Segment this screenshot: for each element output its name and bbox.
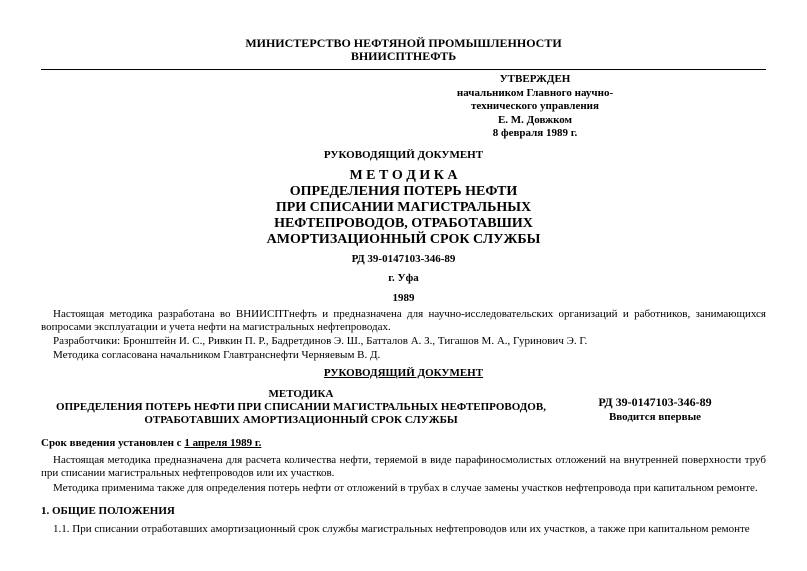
cover-doc-type: РУКОВОДЯЩИЙ ДОКУМЕНТ — [323, 149, 484, 161]
doc-code: РД 39-0147103-346-89 — [598, 395, 712, 409]
cover-title-line-2: ПРИ СПИСАНИИ МАГИСТРАЛЬНЫХ — [275, 200, 532, 215]
approver-name: Е. М. Довжком — [497, 113, 573, 126]
first-introduced-note: Вводится впервые — [608, 411, 702, 423]
approval-block — [420, 73, 650, 141]
ministry-header — [0, 37, 807, 63]
intro-paragraph-1: Настоящая методика разработана во ВНИИСПТнефть и предназначена для научно-исследовательских организаций и работников, занимающихся вопросами эксплуатации и учета нефти на магистральных нефтепроводах. — [41, 308, 766, 333]
cover-title-line-4: АМОРТИЗАЦИОННЫЙ СРОК СЛУЖБЫ — [266, 232, 541, 247]
method-title-line-2: ОПРЕДЕЛЕНИЯ ПОТЕРЬ НЕФТИ ПРИ СПИСАНИИ МАГИСТРАЛЬНЫХ НЕФТЕПРОВОДОВ, — [56, 401, 546, 413]
effective-date-label: Срок введения установлен с — [41, 437, 182, 449]
purpose-paragraph: Настоящая методика предназначена для расчета количества нефти, теряемой в виде парафиносмолистых отложений на внутренней поверхности труб при списании магистральных нефтепроводов или их участков. — [41, 454, 766, 479]
cover-doc-code: РД 39-0147103-346-89 — [351, 253, 456, 265]
doc-type-heading: РУКОВОДЯЩИЙ ДОКУМЕНТ — [323, 367, 484, 379]
ministry-name: МИНИСТЕРСТВО НЕФТЯНОЙ ПРОМЫШЛЕННОСТИ — [245, 36, 562, 50]
approval-by-line-1: начальником Главного научно- — [456, 86, 614, 99]
intro-agreement: Методика согласована начальником Главтранснефти Черняевым В. Д. — [53, 349, 381, 361]
method-title-line-3: ОТРАБОТАВШИХ АМОРТИЗАЦИОННЫЙ СРОК СЛУЖБЫ — [144, 414, 458, 426]
cover-title-line-3: НЕФТЕПРОВОДОВ, ОТРАБОТАВШИХ — [274, 216, 533, 231]
cover-title-line-1: ОПРЕДЕЛЕНИЯ ПОТЕРЬ НЕФТИ — [289, 184, 518, 199]
cover-city: г. Уфа — [388, 272, 419, 284]
cover-title-word: М Е Т О Д И К А — [349, 168, 458, 183]
header-divider — [41, 69, 766, 70]
approval-date: 8 февраля 1989 г. — [492, 127, 578, 139]
effective-date-line — [41, 437, 261, 449]
method-title-line-1: МЕТОДИКА — [268, 388, 334, 400]
cover-title — [0, 168, 807, 248]
method-title — [41, 388, 561, 427]
clause-1-1: 1.1. При списании отработавших амортизационный срок службы магистральных нефтепроводов или их участков, а также при капитальном ремонте — [53, 523, 750, 535]
intro-developers: Разработчики: Бронштейн И. С., Ривкин П. Р., Бадретдинов Э. Ш., Батталов А. З., Тигашов М. А., Гуринович Э. Г. — [53, 335, 588, 347]
cover-year: 1989 — [392, 292, 415, 304]
applicability-paragraph: Методика применима также для определения потерь нефти от отложений в трубах в случае замены участков нефтепровода при капитальном ремонте. — [53, 482, 758, 494]
section-heading-general: 1. ОБЩИЕ ПОЛОЖЕНИЯ — [41, 505, 175, 517]
effective-date: 1 апреля 1989 г. — [184, 437, 262, 449]
approval-by-line-2: технического управления — [471, 100, 599, 112]
institute-name: ВНИИСПТНЕФТЬ — [350, 49, 457, 63]
approval-status: УТВЕРЖДЕН — [499, 73, 571, 85]
